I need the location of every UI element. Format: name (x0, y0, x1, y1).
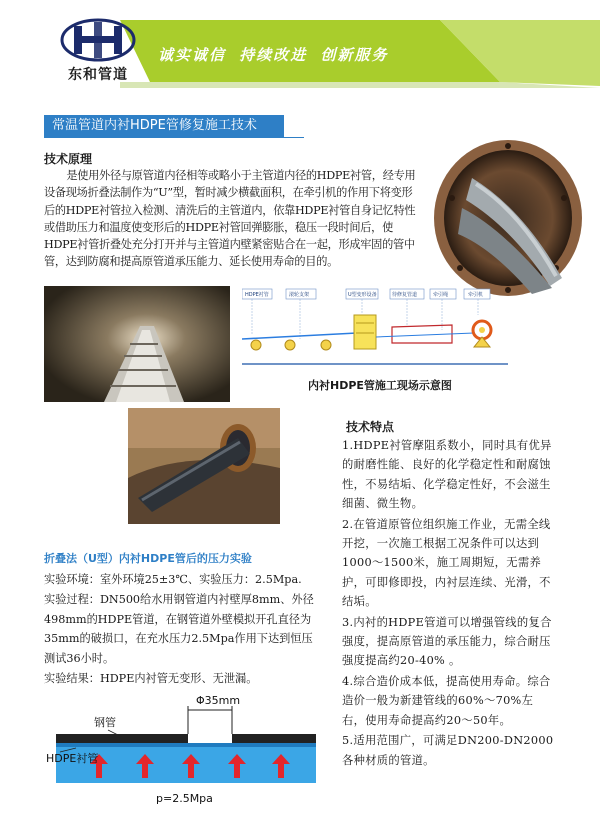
roller-icon (321, 340, 331, 350)
u-device (354, 315, 376, 349)
pressure-test-diagram (46, 690, 316, 830)
diagram-caption: 内衬HDPE管施工现场示意图 (308, 379, 452, 392)
pressure-label: p=2.5Mpa (156, 792, 213, 805)
hole-label: Φ35mm (196, 694, 241, 707)
test-text (44, 570, 314, 689)
diagram-label-roller: 滚轮支架 (289, 292, 310, 298)
feature-item: 4.综合造价成本低，提高使用寿命。综合造价一般为新建管线的60%～70%左右，使用寿命提高约20～50年。 (342, 674, 551, 727)
features-heading: 技术特点 (346, 420, 395, 434)
test-line: 实验环境：室外环境25±3℃、实验压力：2.5Mpa. (44, 573, 302, 586)
features-list (342, 436, 556, 771)
pipe-cross-section-photo (432, 138, 584, 298)
construction-diagram (242, 285, 508, 367)
feature-item: 2.在管道原管位组织施工作业，无需全线开挖，一次施工根据工况条件可以达到1000～1500米，施工周期短，无需养护，可即修即投，内衬层连续、光滑，不结垢。 (342, 517, 551, 609)
test-heading: 折叠法（U型）内衬HDPE管后的压力实验 (44, 552, 252, 565)
principle-text: 是使用外径与原管道内径相等或略小于主管道内径的HDPE衬管，经专用设备现场折叠法制作为“U”型，暂时减少横截面积，在牵引机的作用下将变形后的HDPE衬管拉入检测、清洗后的主管道内，依靠HDPE衬管自身记忆特性或借助压力和温度使变形后的HDPE衬管回弹膨胀，稳压一段时间后，使HDPE衬管折叠处充分打开并与主管道内壁紧密贴合在一起，形成牢固的管中管，达到防腐和提高原管道承压能力、延长使用寿命的目的。 (44, 169, 416, 269)
slogan: 诚实诚信 持续改进 创新服务 (158, 46, 389, 64)
diagram-label-winch: 牵引机 (468, 292, 484, 298)
title-divider (44, 137, 304, 138)
logo-text: 东和管道 (68, 67, 128, 83)
principle-heading: 技术原理 (44, 152, 93, 166)
diagram-label-pipe: 待修复管道 (392, 292, 418, 298)
test-line: 实验过程：DN500给水用钢管道内衬壁厚8mm、外径498mm的HDPE管道，在钢管道外壁模拟开孔直径为35mm的破损口，在充水压力2.5Mpa作用下达到恒压测试36小时。 (44, 592, 314, 666)
logo-icon (60, 18, 136, 62)
feature-item: 3.内衬的HDPE管道可以增强管线的复合强度，提高原管道的承压能力，综合耐压强度提高约20-40% 。 (342, 615, 552, 668)
roller-icon (251, 340, 261, 350)
hdpe-liner-label: HDPE衬管 (46, 752, 99, 765)
test-line: 实验结果：HDPE内衬管无变形、无泄漏。 (44, 671, 258, 685)
feature-item: 5.适用范围广，可满足DN200-DN2000各种材质的管道。 (342, 734, 554, 767)
feature-item: 1.HDPE衬管摩阻系数小，同时具有优异的耐磨性能、良好的化学稳定性和耐腐蚀性，不易结垢、化学稳定性好，不会滋生细菌、微生物。 (342, 439, 552, 511)
diagram-label-u-device: U型变形设备 (348, 292, 377, 298)
diagram-label-hdpe: HDPE衬管 (245, 292, 269, 298)
pipe-interior-photo (44, 286, 230, 402)
roller-icon (285, 340, 295, 350)
page-title: 常温管道内衬HDPE管修复施工技术 (44, 115, 284, 137)
steel-pipe-label: 钢管 (94, 716, 116, 729)
excavation-photo (128, 408, 280, 524)
diagram-label-rope: 牵引绳 (433, 292, 449, 298)
